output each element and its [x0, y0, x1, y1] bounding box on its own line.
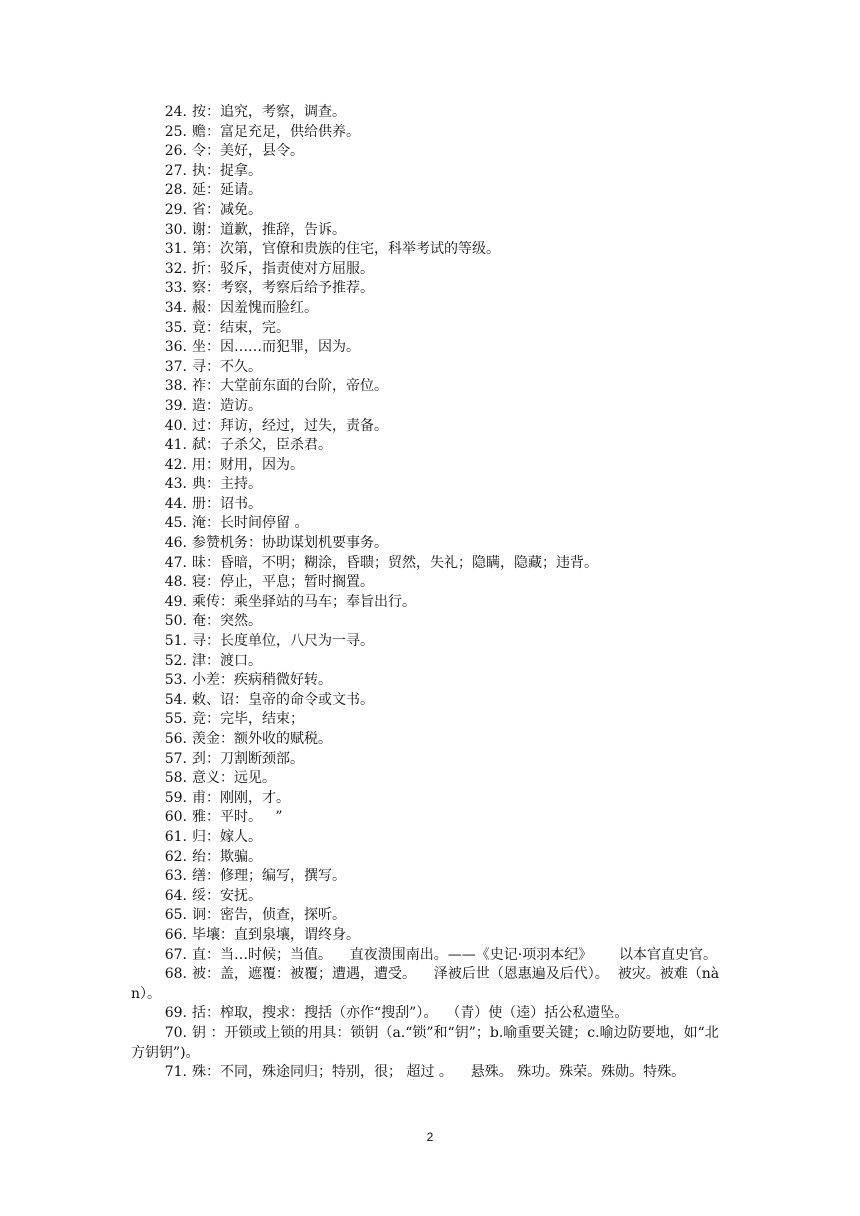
entry-number: 65. — [164, 907, 187, 924]
glossary-entry — [131, 436, 731, 456]
entry-text: 昧：昏暗，不明；糊涂，昏聩；贸然，失礼；隐瞒，隐藏；违背。 — [192, 554, 598, 571]
entry-number: 63. — [164, 868, 187, 885]
glossary-entry — [131, 103, 731, 123]
glossary-entry — [131, 495, 731, 515]
entry-number: 41. — [164, 437, 187, 454]
entry-text: 乘传：乘坐驿站的马车；奉旨出行。 — [192, 593, 416, 610]
entry-number: 51. — [164, 633, 187, 650]
entry-number: 71. — [164, 1064, 187, 1081]
glossary-entry — [131, 201, 731, 221]
glossary-entry — [131, 612, 731, 632]
glossary-entry — [131, 554, 731, 574]
glossary-entry — [131, 632, 731, 652]
entry-text: 毕壤：直到泉壤，谓终身。 — [192, 926, 360, 943]
entry-number: 24. — [164, 104, 187, 120]
entry-number: 55. — [164, 711, 187, 728]
entry-text: 淹：长时间停留 。 — [192, 515, 309, 532]
glossary-entry — [131, 848, 731, 868]
glossary-entry — [131, 906, 731, 926]
entry-text: 奄：突然。 — [192, 613, 262, 630]
entry-text: 用：财用，因为。 — [192, 456, 304, 473]
entry-text: 寻：不久。 — [192, 358, 262, 375]
entry-number: 49. — [164, 593, 187, 610]
entry-number: 32. — [164, 260, 187, 277]
glossary-entry — [131, 573, 731, 593]
entry-text: 赡：富足充足，供给供养。 — [192, 123, 360, 140]
glossary-entry — [131, 750, 731, 770]
entry-number: 57. — [164, 750, 187, 767]
entry-number: 31. — [164, 241, 187, 258]
entry-text: 弑：子杀父，臣杀君。 — [192, 437, 332, 454]
glossary-entry — [131, 319, 731, 339]
entry-text: 羡金：额外收的赋税。 — [192, 731, 332, 747]
entry-number: 48. — [164, 574, 187, 591]
glossary-entry — [131, 162, 731, 182]
entry-number: 38. — [164, 378, 187, 395]
entry-number: 25. — [164, 123, 187, 140]
entry-text: 造：造访。 — [192, 397, 262, 414]
glossary-entry — [131, 456, 731, 476]
glossary-entry — [131, 965, 731, 1004]
glossary-entry — [131, 260, 731, 280]
entry-text: 过：拜访，经过，过失，责备。 — [192, 417, 388, 434]
entry-text: 典：主持。 — [192, 476, 262, 493]
entry-number: 35. — [164, 319, 187, 336]
glossary-entry — [131, 1063, 731, 1083]
entry-text: 按：追究，考察，调查。 — [192, 104, 346, 120]
entry-number: 61. — [164, 828, 187, 845]
entry-number: 34. — [164, 299, 187, 316]
glossary-entry — [131, 769, 731, 789]
glossary-entry — [131, 240, 731, 260]
glossary-entry — [131, 1004, 731, 1024]
entry-text: 寝：停止，平息；暂时搁置。 — [192, 574, 374, 591]
glossary-entry — [131, 181, 731, 201]
entry-number: 59. — [164, 789, 187, 806]
glossary-entry — [131, 828, 731, 848]
entry-text: 小差：疾病稍微好转。 — [192, 672, 332, 689]
glossary-entry — [131, 534, 731, 554]
entry-number: 66. — [164, 926, 187, 943]
entry-number: 58. — [164, 770, 187, 787]
glossary-entry — [131, 221, 731, 241]
glossary-entry — [131, 730, 731, 750]
entry-text: 括：榨取，搜求：搜括（亦作“搜刮”）。 （青）使（逵）括公私遗坠。 — [192, 1005, 629, 1022]
glossary-entry — [131, 142, 731, 162]
glossary-entry — [131, 710, 731, 730]
entry-text: 折：驳斥，指责使对方屈服。 — [192, 260, 374, 277]
entry-number: 27. — [164, 162, 187, 179]
entry-number: 69. — [164, 1005, 187, 1022]
entry-text: 册：诏书。 — [192, 495, 262, 512]
entry-text: 令：美好，县令。 — [192, 143, 304, 160]
entry-text: 缮：修理；编写，撰写。 — [192, 868, 346, 885]
entry-text: 谢：道歉，推辞，告诉。 — [192, 221, 346, 238]
entry-number: 50. — [164, 613, 187, 630]
entry-number: 64. — [164, 887, 187, 904]
entry-number: 62. — [164, 848, 187, 865]
glossary-entry — [131, 808, 731, 828]
entry-number: 60. — [164, 809, 187, 826]
entry-number: 53. — [164, 672, 187, 689]
glossary-entry — [131, 377, 731, 397]
entry-number: 28. — [164, 182, 187, 199]
glossary-entry — [131, 671, 731, 691]
entry-number: 39. — [164, 397, 187, 414]
glossary-entry — [131, 867, 731, 887]
entry-number: 52. — [164, 652, 187, 669]
entry-text: 参赞机务：协助谋划机要事务。 — [192, 535, 388, 552]
entry-number: 45. — [164, 515, 187, 532]
entry-text: 坐：因……而犯罪，因为。 — [192, 339, 360, 356]
entry-text: 延：延请。 — [192, 182, 262, 199]
entry-text: 寻：长度单位，八尺为一寻。 — [192, 633, 374, 650]
page-number: 2 — [426, 1130, 434, 1144]
entry-text: 竞：完毕，结束； — [192, 711, 304, 728]
entry-text: 雅：平时。 ” — [192, 809, 283, 826]
entry-text: 津：渡口。 — [192, 652, 262, 669]
entry-text: 钥 ：开锁或上锁的用具：锁钥（a.“锁”和“钥”；b.喻重要关键；c.喻边防要地，如“北方钥钥”)。 — [131, 1024, 719, 1061]
entry-text: 察：考察，考察后给予推荐。 — [192, 280, 374, 297]
glossary-entry — [131, 1024, 731, 1063]
entry-number: 47. — [164, 554, 187, 571]
glossary-entry — [131, 123, 731, 143]
entry-number: 29. — [164, 201, 187, 218]
entry-text: 刭：刀割断颈部。 — [192, 750, 304, 767]
glossary-entry — [131, 299, 731, 319]
glossary-entry — [131, 652, 731, 672]
entry-text: 绐：欺骗。 — [192, 848, 262, 865]
glossary-entry — [131, 475, 731, 495]
entry-text: 赧：因羞愧而脸红。 — [192, 299, 318, 316]
glossary-entry — [131, 946, 731, 966]
entry-number: 26. — [164, 143, 187, 160]
entry-text: 竟：结束，完。 — [192, 319, 290, 336]
entry-text: 殊：不同，殊途同归；特别，很； 超过 。 悬殊。 殊功。殊荣。殊勋。特殊。 — [192, 1064, 686, 1081]
entry-number: 67. — [164, 946, 187, 963]
entry-number: 40. — [164, 417, 187, 434]
glossary-entry — [131, 789, 731, 809]
glossary-entry — [131, 926, 731, 946]
entry-number: 42. — [164, 456, 187, 473]
entry-text: 敕、诏：皇帝的命令或文书。 — [192, 691, 374, 708]
glossary-entry — [131, 397, 731, 417]
entry-number: 46. — [164, 535, 187, 552]
entry-text: 甫：刚刚，才。 — [192, 789, 290, 806]
glossary-entry — [131, 279, 731, 299]
entry-text: 第：次第，官僚和贵族的住宅，科举考试的等级。 — [192, 241, 500, 258]
entry-number: 33. — [164, 280, 187, 297]
glossary-entry — [131, 417, 731, 437]
entry-text: 祚：大堂前东面的台阶，帝位。 — [192, 378, 388, 395]
entry-number: 70. — [164, 1024, 187, 1041]
entry-number: 54. — [164, 691, 187, 708]
entry-text: 诇：密告，侦查，探听。 — [192, 907, 346, 924]
entry-number: 56. — [164, 731, 187, 747]
entry-text: 意义：远见。 — [192, 770, 276, 787]
entry-text: 省：减免。 — [192, 201, 262, 218]
glossary-entry — [131, 358, 731, 378]
entry-number: 43. — [164, 476, 187, 493]
entry-number: 37. — [164, 358, 187, 375]
entry-number: 44. — [164, 495, 187, 512]
entry-number: 30. — [164, 221, 187, 238]
entry-text: 执：捉拿。 — [192, 162, 262, 179]
entry-text: 直：当…时候；当值。 直夜溃围南出。——《史记·项羽本纪》 以本官直史官。 — [192, 946, 717, 963]
entry-text: 归：嫁人。 — [192, 828, 262, 845]
glossary-entry — [131, 338, 731, 358]
glossary-entry — [131, 887, 731, 907]
glossary-list — [131, 103, 731, 1083]
glossary-entry — [131, 514, 731, 534]
entry-text: 绥：安抚。 — [192, 887, 262, 904]
entry-number: 68. — [164, 966, 187, 983]
entry-number: 36. — [164, 339, 187, 356]
glossary-entry — [131, 691, 731, 711]
glossary-entry — [131, 593, 731, 613]
entry-text: 被：盖，遮覆：被覆；遭遇，遭受。 泽被后世（恩惠遍及后代）。 被灾。被难（nàn）。 — [131, 966, 720, 1002]
